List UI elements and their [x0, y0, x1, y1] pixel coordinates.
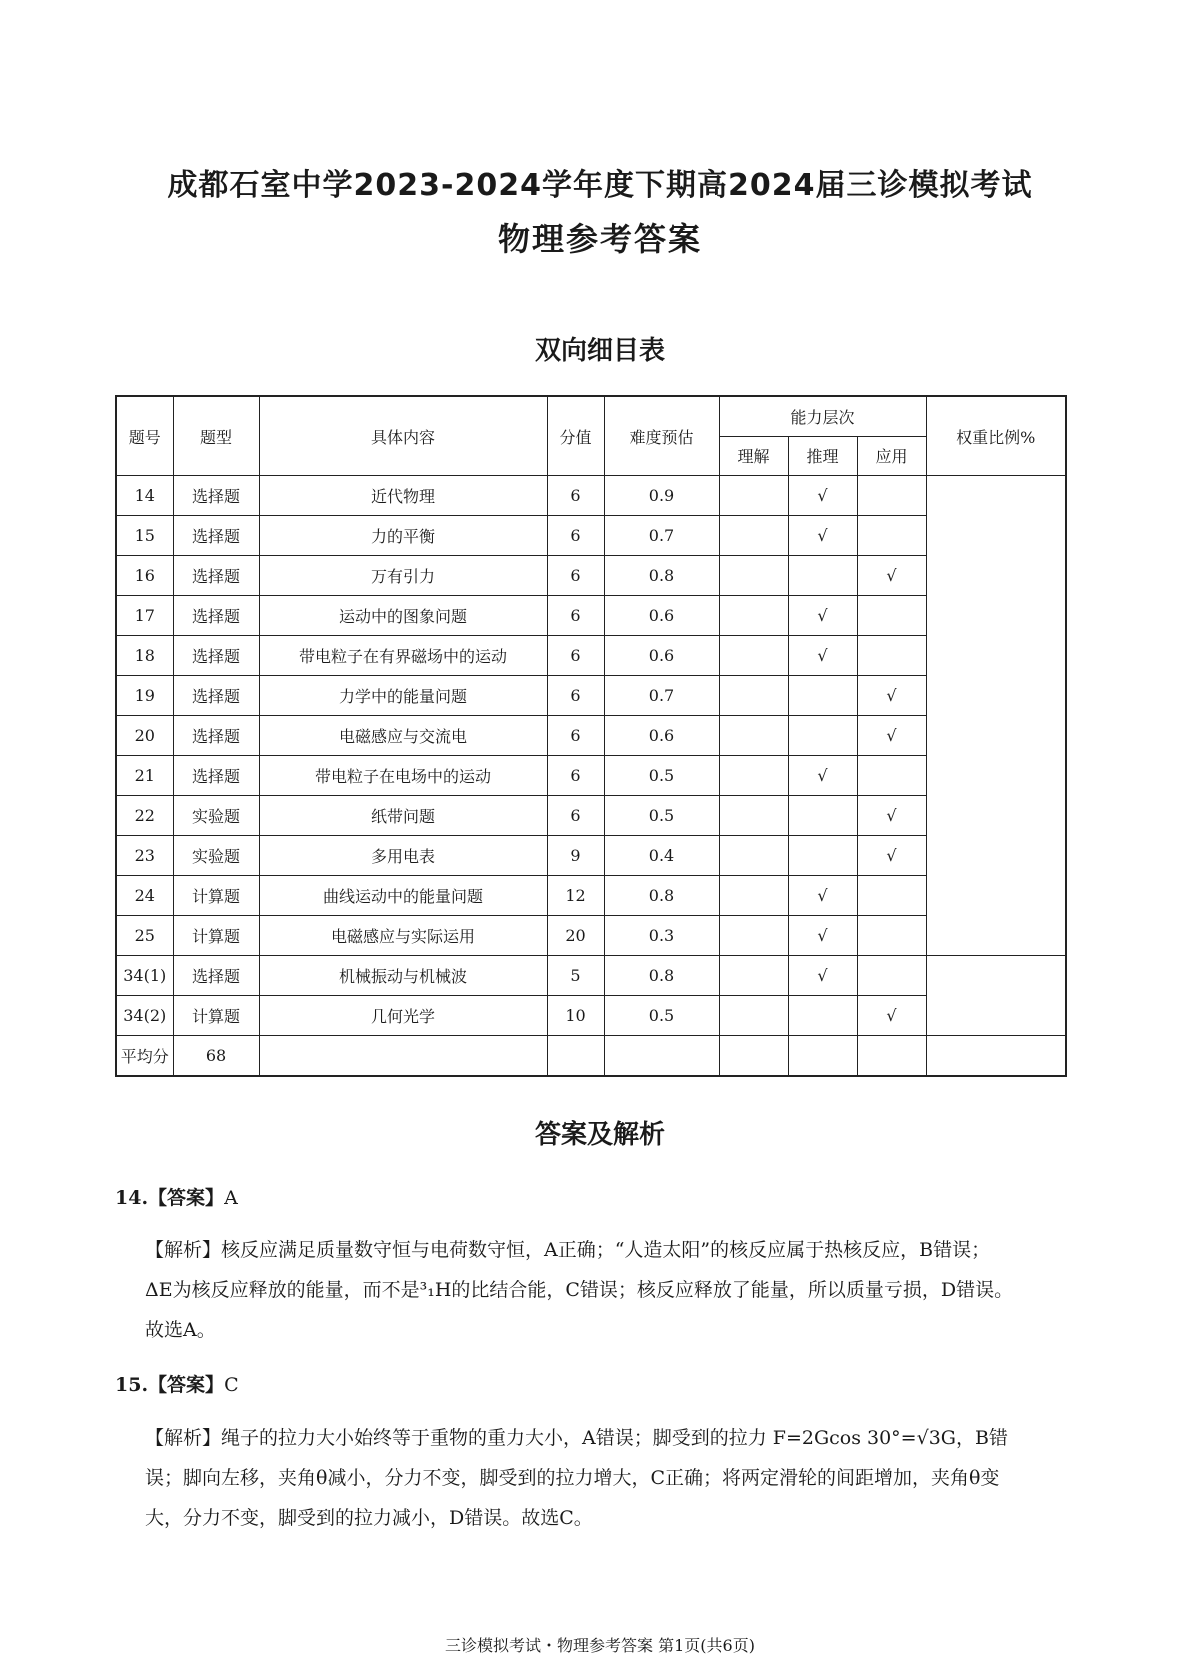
q15-label-text: 15.【答案】 — [115, 1374, 225, 1396]
cell-apply — [857, 756, 926, 796]
cell-num: 17 — [116, 596, 173, 636]
q14-label — [115, 1183, 238, 1210]
header-score: 分值 — [547, 396, 604, 476]
cell-apply: √ — [857, 556, 926, 596]
cell-understand — [719, 476, 788, 516]
cell-num: 22 — [116, 796, 173, 836]
empty-cell — [259, 1036, 547, 1077]
cell-content: 电磁感应与交流电 — [259, 716, 547, 756]
cell-content: 多用电表 — [259, 836, 547, 876]
cell-type: 选择题 — [173, 636, 259, 676]
cell-type: 计算题 — [173, 996, 259, 1036]
cell-apply: √ — [857, 796, 926, 836]
cell-reason: √ — [788, 516, 857, 556]
cell-score: 6 — [547, 476, 604, 516]
cell-content: 近代物理 — [259, 476, 547, 516]
cell-type: 选择题 — [173, 476, 259, 516]
table-row — [116, 756, 1066, 796]
cell-difficulty: 0.4 — [604, 836, 719, 876]
cell-difficulty: 0.6 — [604, 636, 719, 676]
cell-score: 20 — [547, 916, 604, 956]
cell-reason — [788, 556, 857, 596]
cell-content: 带电粒子在电场中的运动 — [259, 756, 547, 796]
cell-apply: √ — [857, 716, 926, 756]
cell-difficulty: 0.6 — [604, 716, 719, 756]
answers-title: 答案及解析 — [534, 1120, 665, 1150]
specification-table — [115, 395, 1067, 1077]
q15-line: 误；脚向左移，夹角θ减小，分力不变，脚受到的拉力增大，C正确；将两定滑轮的间距增加，夹角θ变 — [145, 1467, 1000, 1489]
table-row-average — [116, 1036, 1066, 1077]
cell-num: 23 — [116, 836, 173, 876]
cell-type: 选择题 — [173, 556, 259, 596]
table-row — [116, 676, 1066, 716]
header-ability: 能力层次 — [719, 396, 926, 436]
cell-num: 24 — [116, 876, 173, 916]
cell-content: 万有引力 — [259, 556, 547, 596]
header-weight: 权重比例% — [926, 396, 1066, 476]
cell-apply — [857, 476, 926, 516]
cell-reason — [788, 796, 857, 836]
cell-difficulty: 0.6 — [604, 596, 719, 636]
cell-understand — [719, 596, 788, 636]
cell-type: 实验题 — [173, 796, 259, 836]
table-row — [116, 716, 1066, 756]
table-row — [116, 996, 1066, 1036]
table-row — [116, 916, 1066, 956]
header-apply: 应用 — [857, 436, 926, 476]
cell-understand — [719, 636, 788, 676]
cell-score: 6 — [547, 596, 604, 636]
cell-score: 6 — [547, 756, 604, 796]
cell-difficulty: 0.8 — [604, 556, 719, 596]
cell-content: 机械振动与机械波 — [259, 956, 547, 996]
cell-num: 21 — [116, 756, 173, 796]
cell-reason: √ — [788, 636, 857, 676]
cell-reason: √ — [788, 596, 857, 636]
cell-weight — [926, 956, 1066, 1036]
cell-reason — [788, 996, 857, 1036]
cell-num: 19 — [116, 676, 173, 716]
cell-apply — [857, 636, 926, 676]
cell-difficulty: 0.5 — [604, 796, 719, 836]
cell-apply — [857, 876, 926, 916]
cell-num: 20 — [116, 716, 173, 756]
cell-difficulty: 0.7 — [604, 676, 719, 716]
avg-label: 平均分 — [116, 1036, 173, 1077]
empty-cell — [719, 1036, 788, 1077]
cell-type: 选择题 — [173, 756, 259, 796]
cell-type: 选择题 — [173, 716, 259, 756]
cell-reason — [788, 676, 857, 716]
table-row — [116, 476, 1066, 516]
q14-line: ΔE为核反应释放的能量，而不是³₁H的比结合能，C错误；核反应释放了能量，所以质量亏损，D错误。 — [145, 1279, 1014, 1301]
cell-content: 带电粒子在有界磁场中的运动 — [259, 636, 547, 676]
q15-line: 【解析】绳子的拉力大小始终等于重物的重力大小，A错误；脚受到的拉力 F=2Gcos 30°=√3G，B错 — [145, 1427, 1008, 1449]
cell-type: 计算题 — [173, 916, 259, 956]
cell-score: 6 — [547, 796, 604, 836]
cell-reason — [788, 836, 857, 876]
cell-num: 18 — [116, 636, 173, 676]
empty-cell — [788, 1036, 857, 1077]
cell-score: 6 — [547, 556, 604, 596]
q14-line: 故选A。 — [145, 1319, 216, 1341]
cell-type: 选择题 — [173, 516, 259, 556]
cell-understand — [719, 676, 788, 716]
cell-num: 34(2) — [116, 996, 173, 1036]
cell-understand — [719, 916, 788, 956]
cell-weight — [926, 476, 1066, 956]
empty-cell — [547, 1036, 604, 1077]
cell-difficulty: 0.9 — [604, 476, 719, 516]
cell-understand — [719, 796, 788, 836]
cell-num: 15 — [116, 516, 173, 556]
table-row — [116, 836, 1066, 876]
cell-understand — [719, 996, 788, 1036]
header-difficulty: 难度预估 — [604, 396, 719, 476]
cell-score: 6 — [547, 716, 604, 756]
empty-cell — [857, 1036, 926, 1077]
cell-score: 6 — [547, 676, 604, 716]
table-row — [116, 516, 1066, 556]
cell-apply — [857, 956, 926, 996]
cell-content: 纸带问题 — [259, 796, 547, 836]
table-row — [116, 956, 1066, 996]
cell-difficulty: 0.5 — [604, 756, 719, 796]
cell-score: 10 — [547, 996, 604, 1036]
cell-num: 14 — [116, 476, 173, 516]
cell-difficulty: 0.3 — [604, 916, 719, 956]
cell-type: 计算题 — [173, 876, 259, 916]
cell-reason: √ — [788, 756, 857, 796]
cell-understand — [719, 836, 788, 876]
cell-score: 6 — [547, 636, 604, 676]
cell-understand — [719, 516, 788, 556]
q14-label-text: 14.【答案】 — [115, 1187, 225, 1209]
cell-apply — [857, 596, 926, 636]
table-title: 双向细目表 — [534, 336, 665, 366]
q15-answer: C — [224, 1374, 239, 1396]
table-row — [116, 556, 1066, 596]
cell-content: 力的平衡 — [259, 516, 547, 556]
cell-score: 6 — [547, 516, 604, 556]
q14-line: 【解析】核反应满足质量数守恒与电荷数守恒，A正确；“人造太阳”的核反应属于热核反应，B错误； — [145, 1239, 991, 1261]
cell-difficulty: 0.8 — [604, 956, 719, 996]
q14-answer: A — [224, 1187, 238, 1209]
cell-apply — [857, 516, 926, 556]
q14-explanation — [145, 1230, 1065, 1350]
cell-reason — [788, 716, 857, 756]
header-num: 题号 — [116, 396, 173, 476]
table-row — [116, 636, 1066, 676]
cell-score: 5 — [547, 956, 604, 996]
cell-content: 几何光学 — [259, 996, 547, 1036]
table-row — [116, 876, 1066, 916]
cell-understand — [719, 876, 788, 916]
cell-content: 曲线运动中的能量问题 — [259, 876, 547, 916]
cell-understand — [719, 956, 788, 996]
q15-explanation — [145, 1418, 1065, 1538]
cell-understand — [719, 556, 788, 596]
avg-value: 68 — [173, 1036, 259, 1077]
cell-num: 16 — [116, 556, 173, 596]
cell-num: 34(1) — [116, 956, 173, 996]
cell-type: 选择题 — [173, 596, 259, 636]
cell-difficulty: 0.8 — [604, 876, 719, 916]
document-title: 成都石室中学2023-2024学年度下期高2024届三诊模拟考试 — [167, 168, 1033, 203]
cell-type: 选择题 — [173, 676, 259, 716]
cell-reason: √ — [788, 956, 857, 996]
cell-apply — [857, 916, 926, 956]
cell-reason: √ — [788, 476, 857, 516]
header-understand: 理解 — [719, 436, 788, 476]
header-type: 题型 — [173, 396, 259, 476]
cell-type: 实验题 — [173, 836, 259, 876]
cell-reason: √ — [788, 876, 857, 916]
cell-reason: √ — [788, 916, 857, 956]
cell-type: 选择题 — [173, 956, 259, 996]
cell-content: 运动中的图象问题 — [259, 596, 547, 636]
q15-label — [115, 1370, 239, 1397]
cell-understand — [719, 756, 788, 796]
table-row — [116, 596, 1066, 636]
header-reason: 推理 — [788, 436, 857, 476]
table-row — [116, 796, 1066, 836]
cell-difficulty: 0.7 — [604, 516, 719, 556]
cell-score: 9 — [547, 836, 604, 876]
document-subtitle: 物理参考答案 — [497, 220, 702, 258]
cell-content: 电磁感应与实际运用 — [259, 916, 547, 956]
cell-apply: √ — [857, 996, 926, 1036]
cell-apply: √ — [857, 676, 926, 716]
page-footer: 三诊模拟考试・物理参考答案 第1页(共6页) — [445, 1636, 755, 1655]
cell-num: 25 — [116, 916, 173, 956]
cell-content: 力学中的能量问题 — [259, 676, 547, 716]
header-content: 具体内容 — [259, 396, 547, 476]
empty-cell — [926, 1036, 1066, 1077]
cell-score: 12 — [547, 876, 604, 916]
cell-difficulty: 0.5 — [604, 996, 719, 1036]
cell-apply: √ — [857, 836, 926, 876]
q15-line: 大，分力不变，脚受到的拉力减小，D错误。故选C。 — [145, 1507, 593, 1529]
empty-cell — [604, 1036, 719, 1077]
cell-understand — [719, 716, 788, 756]
